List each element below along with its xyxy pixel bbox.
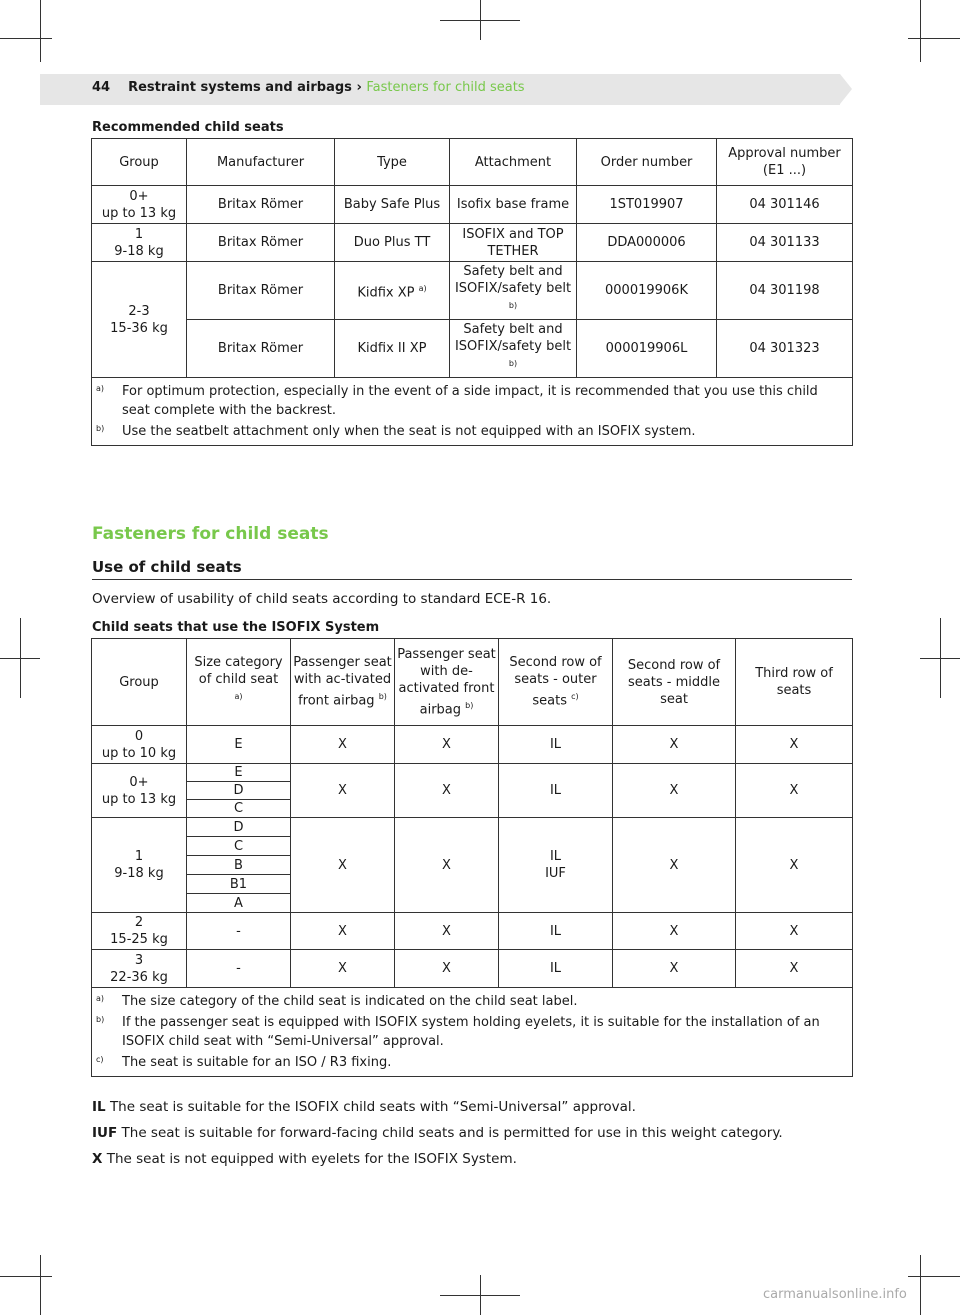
crop-mark [908, 38, 960, 39]
cell: X [395, 726, 499, 764]
footnotes-row [92, 988, 853, 1077]
size-cell: B [187, 856, 291, 875]
attachment-cell: Safety belt and ISOFIX/safety belt $^{b)}$ [450, 320, 577, 378]
size-cell: - [187, 950, 291, 988]
type-cell: Baby Safe Plus [335, 186, 450, 224]
cell: X [395, 818, 499, 913]
group-cell: 1 9-18 kg [92, 818, 187, 913]
recommended-table [91, 138, 853, 446]
size-cell: E [187, 726, 291, 764]
cell: X [736, 818, 853, 913]
size-cell: D [187, 782, 291, 800]
footnote: b) If the passenger seat is equipped with ISOFIX system holding eyelets, it is suitable for the installation of an ISOFIX child seat with “Semi-Universal” approval. [96, 1015, 820, 1049]
col-header: Group [92, 139, 187, 186]
manufacturer-cell: Britax Römer [187, 320, 335, 378]
cell: X [395, 764, 499, 818]
isofix-table [91, 638, 853, 1077]
order-number-cell: DDA000006 [577, 224, 717, 262]
size-cell: D [187, 818, 291, 837]
table-row [92, 764, 853, 782]
legend-item: IL The seat is suitable for the ISOFIX child seats with “Semi-Universal” approval. [92, 1099, 636, 1115]
crop-mark [480, 0, 481, 40]
col-header: Order number [577, 139, 717, 186]
legend-item: X The seat is not equipped with eyelets for the ISOFIX System. [92, 1151, 517, 1167]
breadcrumb [92, 80, 525, 95]
cell: X [613, 913, 736, 950]
table-row [92, 950, 853, 988]
crop-mark [40, 0, 41, 62]
cell: X [736, 726, 853, 764]
size-cell: C [187, 837, 291, 856]
crop-mark [908, 1276, 960, 1277]
cell: X [613, 818, 736, 913]
cell: X [291, 913, 395, 950]
crop-mark [920, 0, 921, 62]
size-cell: E [187, 764, 291, 782]
cell: X [613, 726, 736, 764]
group-cell: 0+ up to 13 kg [92, 764, 187, 818]
watermark: carmanualsonline.info [763, 1287, 907, 1302]
breadcrumb-current[interactable]: Fasteners for child seats [366, 80, 525, 95]
type-cell: Duo Plus TT [335, 224, 450, 262]
attachment-cell: ISOFIX and TOP TETHER [450, 224, 577, 262]
cell: X [291, 764, 395, 818]
col-header: Third row of seats [736, 639, 853, 726]
group-cell: 3 22-36 kg [92, 950, 187, 988]
divider [92, 579, 852, 580]
cell: X [613, 764, 736, 818]
footnote: c) The seat is suitable for an ISO / R3 fixing. [96, 1055, 392, 1070]
manufacturer-cell: Britax Römer [187, 224, 335, 262]
group-cell: 2-3 15-36 kg [92, 262, 187, 378]
cell: IL [499, 950, 613, 988]
crop-mark [0, 38, 52, 39]
table-header-row [92, 639, 853, 726]
cell: IL [499, 764, 613, 818]
crop-mark [20, 618, 21, 698]
approval-number-cell: 04 301146 [717, 186, 853, 224]
crop-mark [480, 1275, 481, 1315]
approval-number-cell: 04 301323 [717, 320, 853, 378]
recommended-title: Recommended child seats [92, 120, 284, 135]
col-header: Size category of child seat $^{a)}$ [187, 639, 291, 726]
col-header: Passenger seat with de-activated front airbag $^{b)}$ [395, 639, 499, 726]
table-row [92, 186, 853, 224]
table-row [92, 726, 853, 764]
group-cell: 1 9-18 kg [92, 224, 187, 262]
crop-mark [0, 1276, 52, 1277]
table-row [92, 262, 853, 320]
intro-text: Overview of usability of child seats according to standard ECE-R 16. [92, 591, 552, 607]
manufacturer-cell: Britax Römer [187, 186, 335, 224]
header-bar-arrow [840, 74, 852, 104]
cell: X [736, 950, 853, 988]
crop-mark [940, 618, 941, 698]
size-cell: - [187, 913, 291, 950]
order-number-cell: 1ST019907 [577, 186, 717, 224]
cell: X [736, 764, 853, 818]
footnote: b) Use the seatbelt attachment only when the seat is not equipped with an ISOFIX system. [96, 424, 696, 439]
manufacturer-cell: Britax Römer [187, 262, 335, 320]
col-header: Group [92, 639, 187, 726]
legend-item: IUF The seat is suitable for forward-facing child seats and is permitted for use in this weight category. [92, 1125, 783, 1141]
col-header: Passenger seat with ac-tivated front airbag $^{b)}$ [291, 639, 395, 726]
type-cell: Kidfix II XP [335, 320, 450, 378]
footnote-ref: b) [508, 358, 518, 368]
cell: X [736, 913, 853, 950]
order-number-cell: 000019906K [577, 262, 717, 320]
footnote: a) For optimum protection, especially in the event of a side impact, it is recommended that you use this child seat complete with the backrest. [96, 384, 818, 418]
table-row [92, 224, 853, 262]
table-row [92, 818, 853, 837]
crop-mark [920, 1255, 921, 1315]
size-cell: A [187, 894, 291, 913]
attachment-cell: Isofix base frame [450, 186, 577, 224]
footnotes-row [92, 378, 853, 446]
footnote: a) The size category of the child seat is indicated on the child seat label. [96, 994, 578, 1009]
isofix-table-title: Child seats that use the ISOFIX System [92, 620, 380, 635]
approval-number-cell: 04 301198 [717, 262, 853, 320]
cell: X [613, 950, 736, 988]
cell: X [291, 950, 395, 988]
col-header: Approval number (E1 ...) [717, 139, 853, 186]
breadcrumb-separator: › [356, 80, 362, 95]
cell: X [395, 950, 499, 988]
cell: IL [499, 913, 613, 950]
attachment-cell: Safety belt and ISOFIX/safety belt $^{b)}$ [450, 262, 577, 320]
footnote-ref: a) [418, 283, 427, 293]
col-header: Second row of seats - middle seat [613, 639, 736, 726]
cell: X [395, 913, 499, 950]
table-row [92, 913, 853, 950]
group-cell: 0 up to 10 kg [92, 726, 187, 764]
breadcrumb-section[interactable]: Restraint systems and airbags [128, 80, 352, 95]
cell: IL [499, 726, 613, 764]
approval-number-cell: 04 301133 [717, 224, 853, 262]
crop-mark [40, 1255, 41, 1315]
cell: X [291, 726, 395, 764]
section-title: Fasteners for child seats [92, 524, 329, 544]
table-row [92, 320, 853, 378]
col-header: Attachment [450, 139, 577, 186]
size-cell: B1 [187, 875, 291, 894]
order-number-cell: 000019906L [577, 320, 717, 378]
footnote-ref: b) [508, 300, 518, 310]
subsection-title: Use of child seats [92, 558, 242, 576]
cell: IL IUF [499, 818, 613, 913]
page-number: 44 [92, 80, 111, 95]
group-cell: 2 15-25 kg [92, 913, 187, 950]
col-header: Type [335, 139, 450, 186]
table-header-row [92, 139, 853, 186]
group-cell: 0+ up to 13 kg [92, 186, 187, 224]
cell: X [291, 818, 395, 913]
size-cell: C [187, 800, 291, 818]
col-header: Manufacturer [187, 139, 335, 186]
type-cell: Kidfix XP $^{a)}$ [335, 262, 450, 320]
col-header: Second row of seats - outer seats $^{c)}$ [499, 639, 613, 726]
